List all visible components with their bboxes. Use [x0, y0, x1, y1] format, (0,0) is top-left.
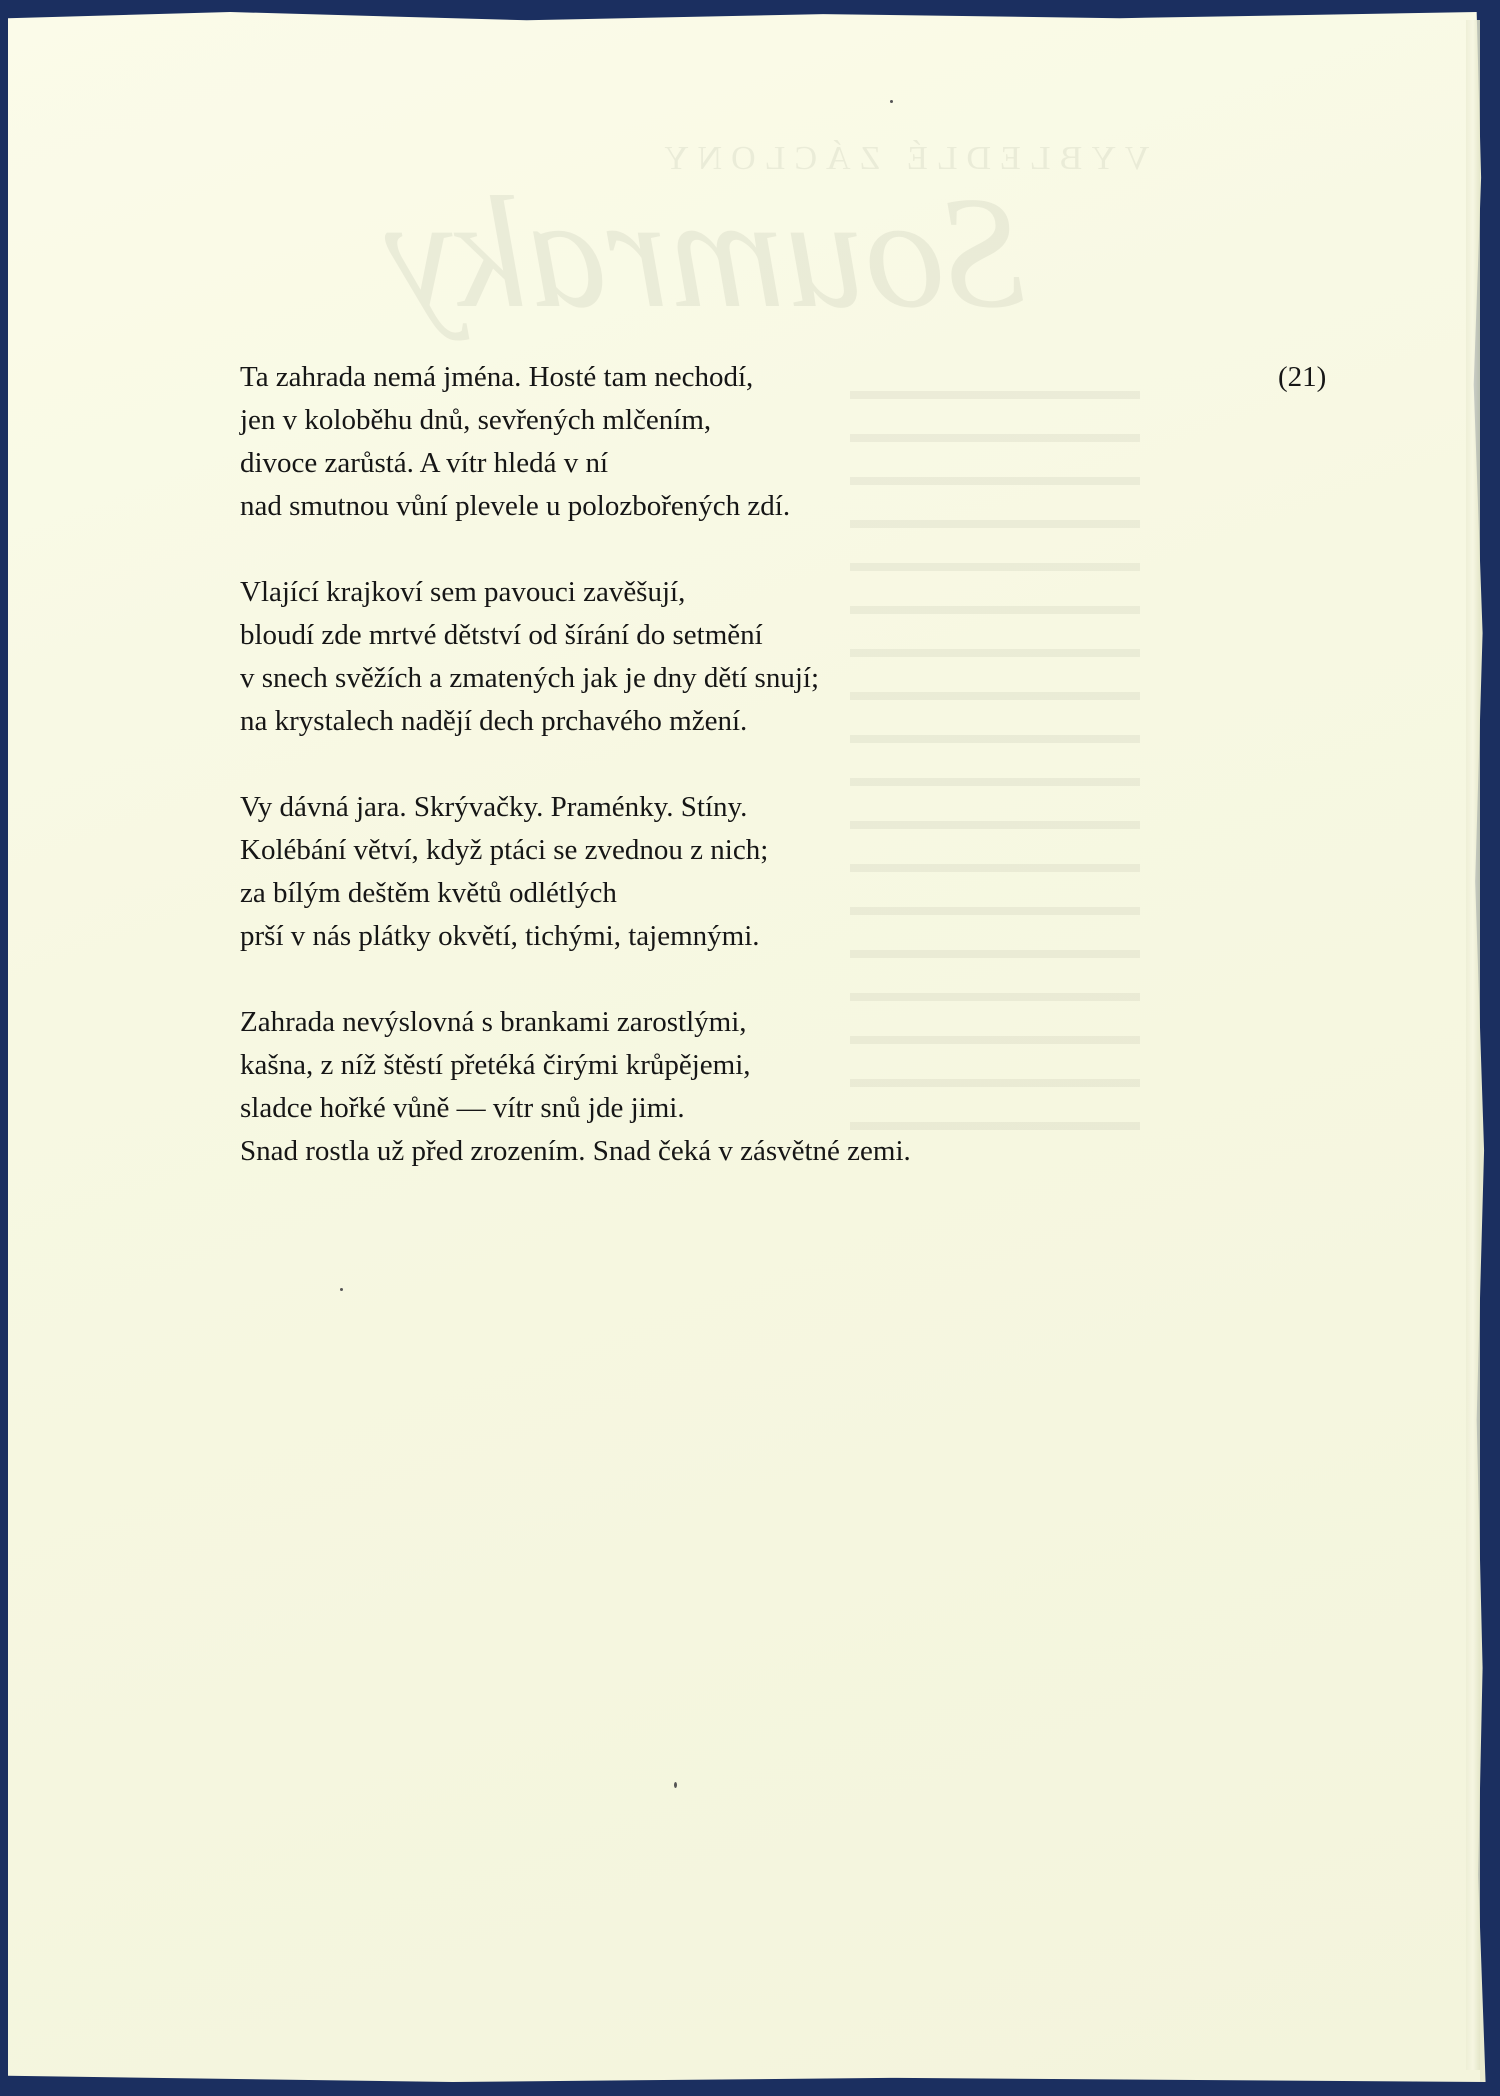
poem-line: za bílým deštěm květů odlétlých — [240, 877, 617, 909]
stanza-4 — [240, 1001, 911, 1173]
poem-line: prší v nás plátky okvětí, tichými, tajemnými. — [240, 920, 760, 952]
poem-line: sladce hořké vůně — vítr snů jde jimi. — [240, 1092, 685, 1124]
poem-line: v snech svěžích a zmatených jak je dny dětí snují; — [240, 662, 820, 694]
poem — [240, 356, 911, 1216]
poem-line: kašna, z níž štěstí přetéká čirými krůpějemi, — [240, 1049, 751, 1081]
poem-line: nad smutnou vůní plevele u polozbořených zdí. — [240, 490, 791, 522]
poem-line: Snad rostla už před zrozením. Snad čeká v zásvětné zemi. — [240, 1135, 911, 1167]
poem-line: bloudí zde mrtvé dětství od šírání do setmění — [240, 619, 763, 651]
stanza-2 — [240, 571, 911, 743]
page-number: (21) — [1278, 361, 1327, 393]
paper-speck — [890, 100, 893, 103]
paper-speck — [340, 1288, 343, 1291]
poem-line: divoce zarůstá. A vítr hledá v ní — [240, 447, 609, 479]
poem-line: jen v koloběhu dnů, sevřených mlčením, — [240, 404, 712, 436]
poem-line: Ta zahrada nemá jména. Hosté tam nechodí, — [240, 361, 754, 393]
poem-line: Zahrada nevýslovná s brankami zarostlými, — [240, 1006, 747, 1038]
poem-line: Vy dávná jara. Skrývačky. Praménky. Stíny. — [240, 791, 748, 823]
poem-line: Kolébání větví, když ptáci se zvednou z nich; — [240, 834, 769, 866]
paper-speck — [674, 1782, 677, 1788]
stanza-1 — [240, 356, 911, 528]
poem-line: Vlající krajkoví sem pavouci zavěšují, — [240, 576, 686, 608]
poem-line: na krystalech nadějí dech prchavého mžení. — [240, 705, 748, 737]
deckle-edge — [1466, 20, 1480, 2070]
stanza-3 — [240, 786, 911, 958]
